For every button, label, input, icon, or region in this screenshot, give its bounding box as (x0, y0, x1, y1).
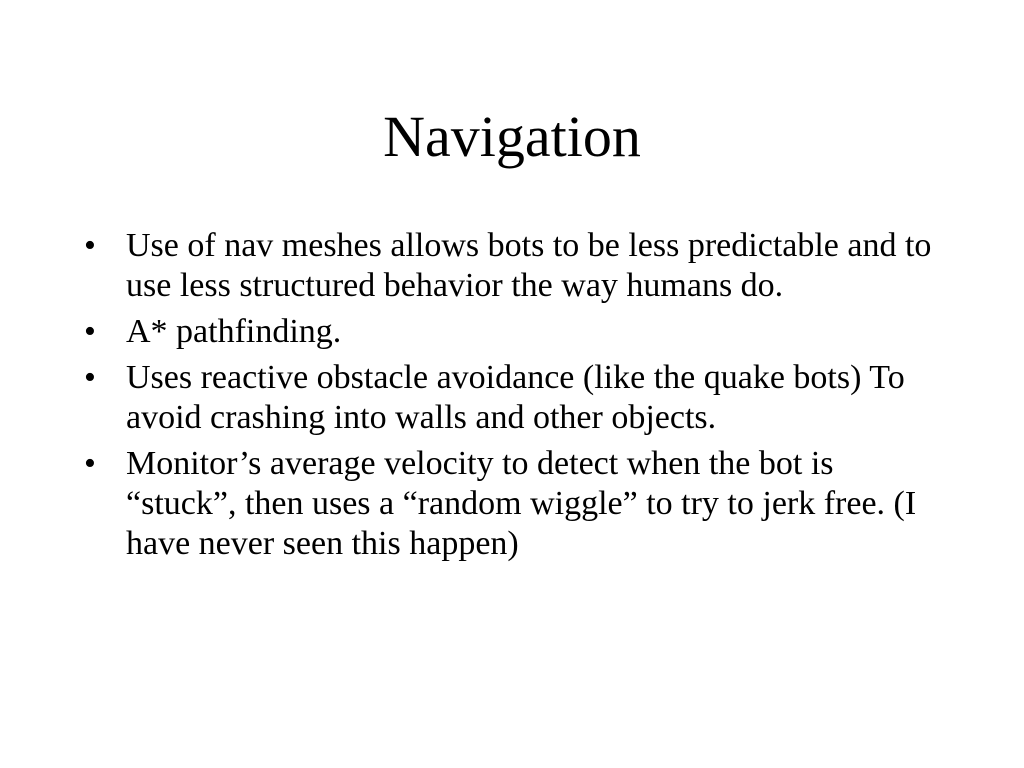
bullet-item-3 (84, 358, 944, 438)
bullet-marker: • (84, 313, 96, 350)
bullet-text-4: Monitor’s average velocity to detect when the bot is “stuck”, then uses a “random wiggle” to try to jerk free. (I have never seen this happen) (126, 445, 917, 562)
bullet-marker: • (84, 445, 96, 482)
slide-title: Navigation (383, 104, 641, 169)
bullet-text-1: Use of nav meshes allows bots to be less predictable and to use less structured behavior the way humans do. (126, 227, 932, 304)
bullet-marker: • (84, 227, 96, 264)
bullet-text-2: A* pathfinding. (126, 313, 342, 350)
bullet-list (84, 226, 944, 570)
bullet-marker: • (84, 359, 96, 396)
bullet-item-4 (84, 444, 944, 564)
bullet-text-3: Uses reactive obstacle avoidance (like the quake bots) To avoid crashing into walls and other objects. (126, 359, 905, 436)
bullet-item-1 (84, 226, 944, 306)
bullet-item-2 (84, 312, 944, 352)
